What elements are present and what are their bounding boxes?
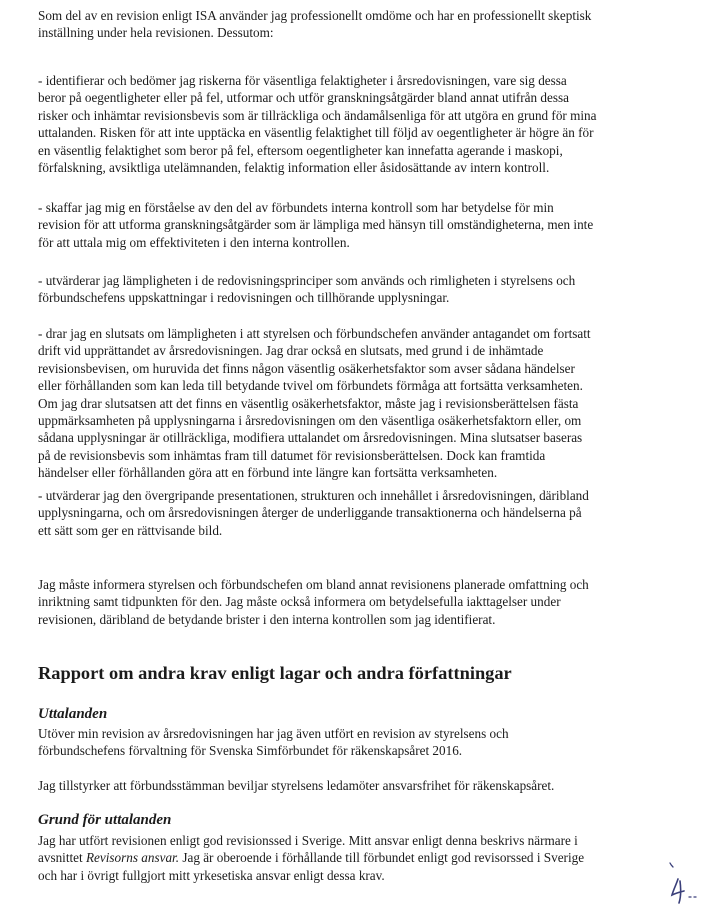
discharge-line: Jag tillstyrker att förbundsstämman beviljar styrelsens ledamöter ansvarsfrihet för räkenskapsåret. xyxy=(38,778,555,793)
grund-line: Jag har utfört revisionen enligt god revisionssed i Sverige. Mitt ansvar enligt denna beskrivs närmare i xyxy=(38,833,578,848)
intro-paragraph xyxy=(38,7,591,42)
bullet-line: för att uttala mig om effektiviteten i den interna kontrollen. xyxy=(38,234,350,250)
bullet-internal-control xyxy=(38,199,593,251)
bullet-line: revisionsbevisen, om huruvida det finns någon väsentlig osäkerhetsfaktor som avser sådana händelser xyxy=(38,360,575,376)
grund-line: och har i övrigt fullgjort mitt yrkesetiska ansvar enligt dessa krav. xyxy=(38,867,385,883)
uttalanden-line: förbundschefens förvaltning för Svenska Simförbundet för räkenskapsåret 2016. xyxy=(38,743,463,759)
bullet-line: - drar jag en slutsats om lämpligheten i att styrelsen och förbundschefen använder antagandet om fortsatt xyxy=(38,326,591,341)
section-heading: Rapport om andra krav enligt lagar och andra författningar xyxy=(38,663,512,683)
bullet-line: - utvärderar jag den övergripande presentationen, strukturen och innehållet i årsredovisningen, däribland xyxy=(38,488,589,503)
bullet-line: händelser eller förhållanden göra att en förbund inte längre kan fortsätta verksamheten. xyxy=(38,465,498,481)
bullet-line: förbundschefens uppskattningar i redovisningen och tillhörande upplysningar. xyxy=(38,290,450,306)
bullet-line: ett sätt som ger en rättvisande bild. xyxy=(38,522,223,538)
bullet-line: beror på oegentligheter eller på fel, utformar och utför granskningsåtgärder bland annat utifrån dessa xyxy=(38,90,569,106)
signature-tick xyxy=(670,863,673,867)
bullet-line: uppmärksamheten på upplysningarna i årsredovisningen om den väsentliga osäkerhetsfaktorn eller, om xyxy=(38,413,582,429)
bullet-line: en väsentlig felaktighet som beror på fel, eftersom oegentligheter kan innefatta agerande i maskopi, xyxy=(38,142,563,158)
subheading-uttalanden: Uttalanden xyxy=(38,706,108,722)
bullet-line: eller förhållanden som kan leda till betydande tvivel om förbundets förmåga att fortsätta verksamheten. xyxy=(38,378,583,394)
discharge-paragraph xyxy=(38,777,554,794)
signature-stroke xyxy=(672,879,684,903)
bullet-accounting-principles xyxy=(38,272,575,307)
bullet-line: sådana upplysningar är otillräckliga, modifiera uttalandet om årsredovisningen. Mina slutsatser baseras xyxy=(38,430,583,446)
grund-paragraph xyxy=(38,832,584,884)
bullet-line: på de revisionsbevis som inhämtas fram till datumet för revisionsberättelsen. Dock kan framtida xyxy=(38,447,546,463)
closing-line: inriktning samt tidpunkten för den. Jag måste också informera om betydelsefulla iakttagelser under xyxy=(38,594,561,610)
bullet-line: upplysningarna, och om årsredovisningen återger de underliggande transaktionerna och händelserna på xyxy=(38,505,582,521)
bullet-going-concern xyxy=(38,325,591,482)
bullet-line: - skaffar jag mig en förståelse av den del av förbundets interna kontroll som har betydelse för min xyxy=(38,200,554,215)
uttalanden-paragraph xyxy=(38,725,509,760)
initials-signature-icon xyxy=(664,859,700,907)
bullet-risk-assessment xyxy=(38,72,596,176)
grund-line2-start: avsnittet xyxy=(38,850,86,866)
bullet-line: revision för att utforma granskningsåtgärder som är lämpliga med hänsyn till omständigheterna, men inte xyxy=(38,217,594,233)
bullet-line: förfalskning, avsiktliga utelämnanden, felaktig information eller åsidosättande av intern kontroll. xyxy=(38,160,550,176)
closing-paragraph xyxy=(38,576,589,628)
grund-line xyxy=(38,849,584,866)
intro-line: inställning under hela revisionen. Dessutom: xyxy=(38,25,274,41)
closing-line: Jag måste informera styrelsen och förbundschefen om bland annat revisionens planerade omfattning och xyxy=(38,577,589,592)
grund-line2-end: Jag är oberoende i förhållande till förbundet enligt god revisorssed i Sverige xyxy=(179,850,585,866)
bullet-line: - utvärderar jag lämpligheten i de redovisningsprinciper som används och rimligheten i styrelsens och xyxy=(38,273,576,288)
intro-line: Som del av en revision enligt ISA använder jag professionellt omdöme och har en professionellt skeptisk xyxy=(38,8,592,23)
bullet-overall-presentation xyxy=(38,487,589,539)
revisorns-ansvar-reference: Revisorns ansvar. xyxy=(85,850,180,866)
bullet-line: Om jag drar slutsatsen att det finns en väsentlig osäkerhetsfaktor, måste jag i revisionsberättelsen fästa xyxy=(38,395,579,411)
subheading-grund: Grund för uttalanden xyxy=(38,812,172,828)
bullet-line: uttalanden. Risken för att inte upptäcka en väsentlig felaktighet till följd av oegentligheter är högre än för xyxy=(38,125,594,141)
uttalanden-line: Utöver min revision av årsredovisningen har jag även utfört en revision av styrelsens och xyxy=(38,726,509,741)
closing-line: revisionen, däribland de betydande brister i den interna kontrollen som jag identifierat. xyxy=(38,611,496,627)
bullet-line: drift vid upprättandet av årsredovisningen. Jag drar också en slutsats, med grund i de inhämtade xyxy=(38,343,544,359)
bullet-line: risker och inhämtar revisionsbevis som är tillräckliga och ändamålsenliga för att utgöra en grund för mina xyxy=(38,107,597,123)
bullet-line: - identifierar och bedömer jag riskerna för väsentliga felaktigheter i årsredovisningen, vare sig dessa xyxy=(38,73,567,88)
